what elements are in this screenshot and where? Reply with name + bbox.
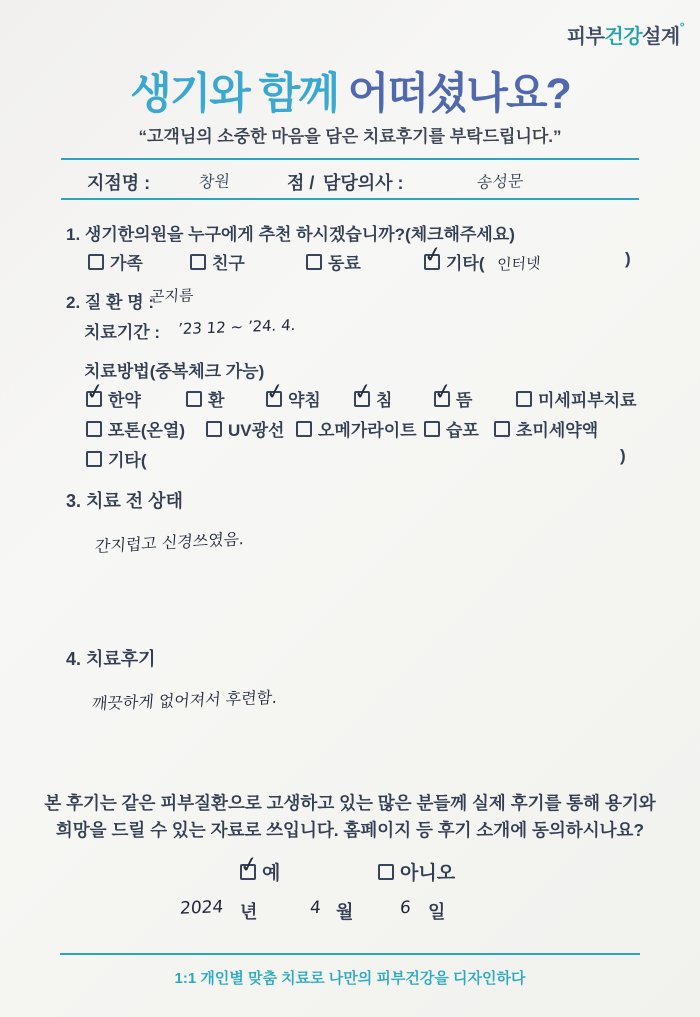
q2-methods-row2 <box>0 416 700 442</box>
page-subtitle: “고객님의 소중한 마음을 담은 치료후기를 부탁드립니다.” <box>138 127 562 146</box>
checkbox-label: 기타( <box>446 254 485 273</box>
checkbox-label: UV광선 <box>228 421 285 440</box>
q2-disease-value-handwritten: 곤지름 <box>149 286 195 306</box>
logo-suffix: 설계 <box>642 26 680 48</box>
method-option-moxibustion[interactable] <box>434 386 472 411</box>
method-option-pharmacopuncture[interactable] <box>266 386 321 411</box>
checkbox-icon[interactable] <box>266 391 282 407</box>
branch-label: 지점명 : <box>87 173 151 193</box>
checkbox-label: 가족 <box>110 254 143 273</box>
q1-option-colleague[interactable] <box>306 249 361 274</box>
method-option-wet-pack[interactable] <box>424 416 479 441</box>
date-day-label: 일 <box>428 902 446 922</box>
doctor-value-handwritten: 송성문 <box>476 171 524 192</box>
q2-period-value-handwritten: ’23 12 ~ ’24. 4. <box>177 315 297 339</box>
page-title <box>0 60 700 121</box>
checkbox-label: 한약 <box>108 391 141 410</box>
method-option-uv[interactable] <box>206 416 284 441</box>
q2-methods-row3 <box>0 446 700 472</box>
checkbox-label: 약침 <box>288 391 321 410</box>
checkbox-icon[interactable] <box>86 391 102 407</box>
checkbox-label: 침 <box>376 391 393 410</box>
q4-title: 4. 치료후기 <box>66 649 156 669</box>
checkbox-label: 오메가라이트 <box>318 421 417 440</box>
checkbox-label: 습포 <box>446 421 479 440</box>
logo-degree-icon: ° <box>679 20 684 34</box>
checkbox-label: 예 <box>262 863 281 884</box>
q1-other-close-paren: ) <box>625 249 631 268</box>
method-other-close-paren: ) <box>620 446 626 465</box>
footer-tagline: 1:1 개인별 맞춤 치료로 나만의 피부건강을 디자인하다 <box>174 970 526 987</box>
checkbox-label: 미세피부치료 <box>538 391 637 410</box>
q1-other-value-handwritten: 인터넷 <box>496 254 542 274</box>
date-row <box>0 898 700 928</box>
q1-options-row <box>0 249 700 275</box>
date-year-value-handwritten: 2024 <box>179 897 224 919</box>
date-month-label: 월 <box>336 902 354 922</box>
checkbox-label: 친구 <box>212 254 245 273</box>
consent-option-no[interactable] <box>378 858 455 885</box>
logo-accent: 건강 <box>604 26 643 48</box>
method-option-omega-light[interactable] <box>296 416 417 441</box>
consent-text-line2: 희망을 드릴 수 있는 자료로 쓰입니다. 홈페이지 등 후기 소개에 동의하시나요? <box>55 820 645 840</box>
branch-doctor-row <box>61 158 639 200</box>
q2-period-label: 치료기간 : <box>84 323 161 342</box>
method-option-herbal[interactable] <box>86 386 141 411</box>
page-title-part2: 어떠셨나요? <box>337 70 570 118</box>
logo-prefix: 피부 <box>566 26 605 48</box>
checkbox-icon[interactable] <box>86 451 102 467</box>
checkbox-icon[interactable] <box>434 391 450 407</box>
consent-options-row <box>0 858 700 884</box>
checkbox-icon[interactable] <box>378 864 394 880</box>
method-option-micro-skin[interactable] <box>516 386 637 411</box>
method-option-acupuncture[interactable] <box>354 386 392 411</box>
checkbox-icon[interactable] <box>516 391 532 407</box>
checkbox-label: 환 <box>208 391 225 410</box>
q1-option-family[interactable] <box>88 249 143 274</box>
q4-answer-handwritten: 깨끗하게 없어져서 후련함. <box>91 687 278 714</box>
method-option-other[interactable] <box>86 446 147 471</box>
method-option-photon[interactable] <box>86 416 185 441</box>
method-option-pill[interactable] <box>186 386 224 411</box>
checkbox-icon[interactable] <box>186 391 202 407</box>
brand-logo <box>567 20 684 49</box>
q3-title: 3. 치료 전 상태 <box>66 491 183 511</box>
checkbox-icon[interactable] <box>296 421 312 437</box>
q3-answer-handwritten: 간지럽고 신경쓰였음. <box>94 529 245 556</box>
branch-suffix-label: 점 / <box>287 173 315 193</box>
q2-disease-label: 2. 질 환 명 : <box>66 293 154 312</box>
checkbox-icon[interactable] <box>190 254 206 270</box>
checkbox-icon[interactable] <box>88 254 104 270</box>
q1-title: 1. 생기한의원을 누구에게 추천 하시겠습니까?(체크해주세요) <box>66 225 515 244</box>
checkbox-icon[interactable] <box>240 864 256 880</box>
q1-option-other[interactable] <box>424 249 540 274</box>
q1-option-friend[interactable] <box>190 249 245 274</box>
consent-option-yes[interactable] <box>240 858 280 885</box>
checkbox-icon[interactable] <box>306 254 322 270</box>
checkbox-label: 뜸 <box>456 391 473 410</box>
checkbox-icon[interactable] <box>424 254 440 270</box>
checkbox-icon[interactable] <box>354 391 370 407</box>
date-month-value-handwritten: 4 <box>309 897 322 919</box>
date-day-value-handwritten: 6 <box>399 897 412 919</box>
q2-methods-row1 <box>0 386 700 412</box>
checkbox-icon[interactable] <box>494 421 510 437</box>
checkbox-icon[interactable] <box>424 421 440 437</box>
doctor-label: 담당의사 : <box>323 173 404 193</box>
footer-divider <box>60 953 640 955</box>
checkbox-label: 동료 <box>328 254 361 273</box>
branch-value-handwritten: 창원 <box>198 171 231 192</box>
checkbox-label: 기타( <box>108 451 147 470</box>
date-year-label: 년 <box>240 902 258 922</box>
checkbox-label: 포톤(온열) <box>108 421 186 440</box>
page-title-part1: 생기와 함께 <box>130 70 338 118</box>
checkbox-icon[interactable] <box>86 421 102 437</box>
q2-method-label: 치료방법(중복체크 가능) <box>84 362 265 381</box>
checkbox-label: 아니오 <box>400 863 456 884</box>
checkbox-label: 초미세약액 <box>516 421 599 440</box>
method-option-ultrafine-solution[interactable] <box>494 416 598 441</box>
consent-text-line1: 본 후기는 같은 피부질환으로 고생하고 있는 많은 분들께 실제 후기를 통해 용기와 <box>44 793 656 813</box>
checkbox-icon[interactable] <box>206 421 222 437</box>
